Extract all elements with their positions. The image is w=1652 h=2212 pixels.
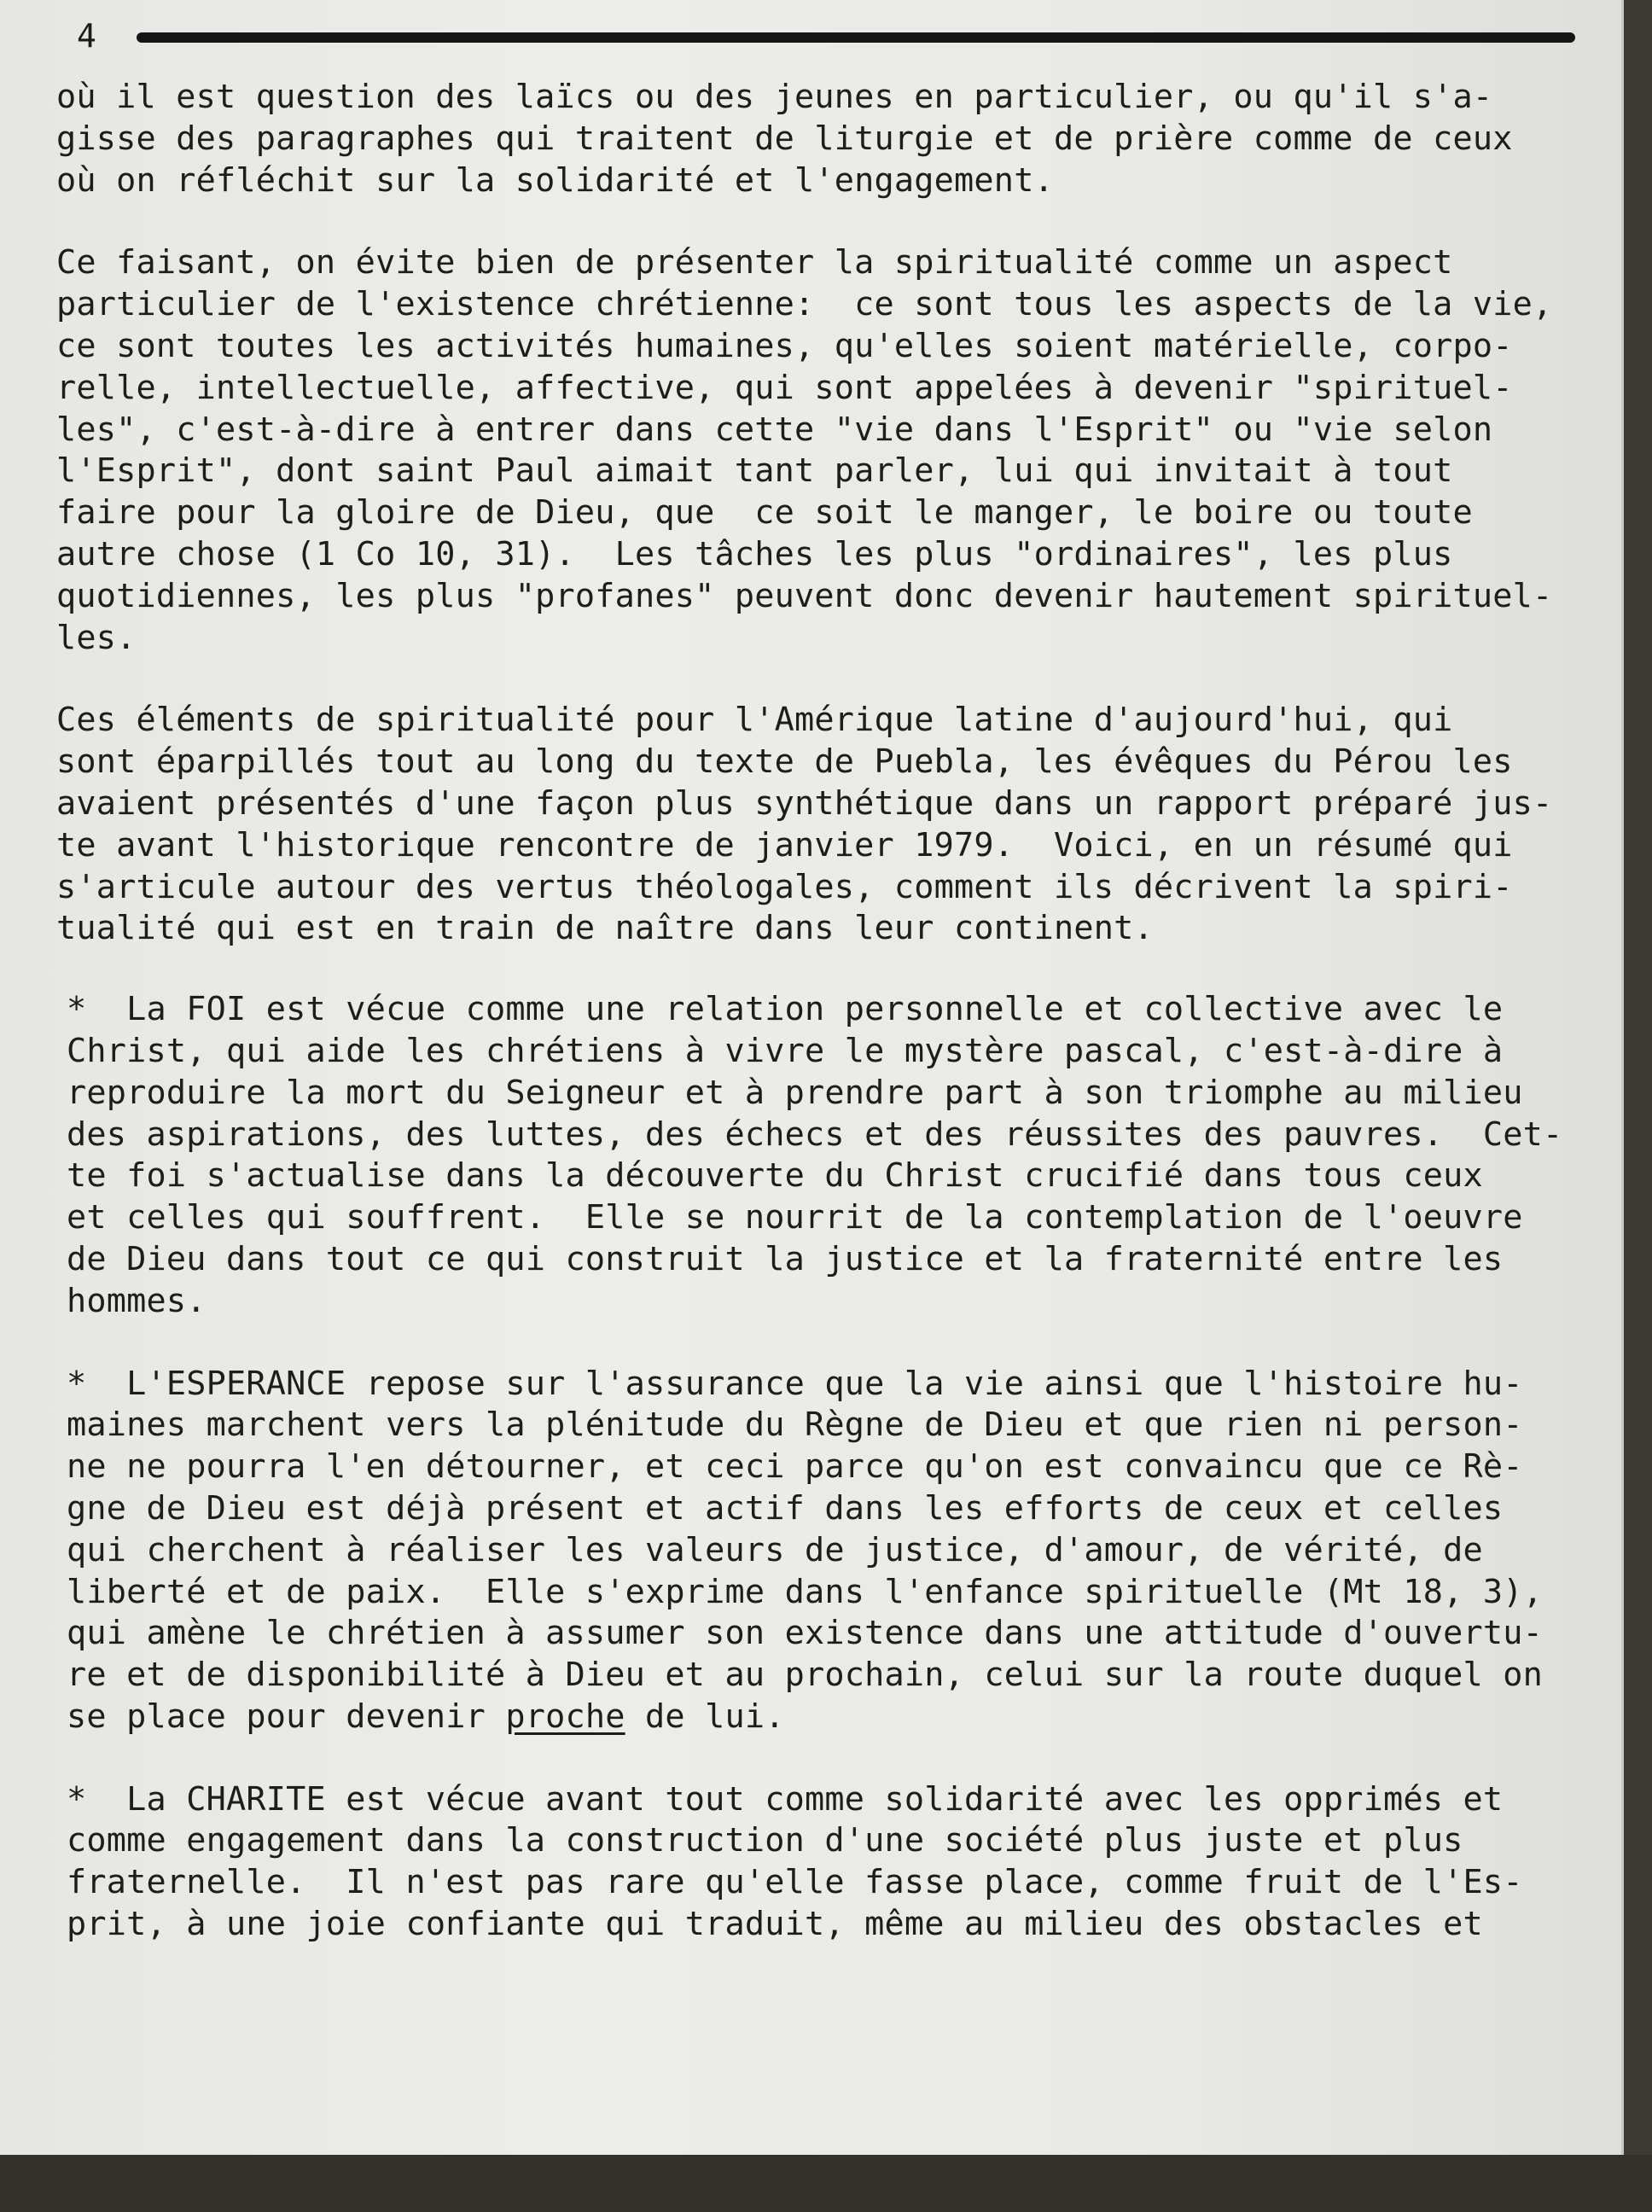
text-line: ne ne pourra l'en détourner, et ceci parce qu'on est convaincu que ce Rè- xyxy=(67,1447,1523,1487)
text-line: relle, intellectuelle, affective, qui sont appelées à devenir "spirituel- xyxy=(56,368,1513,407)
text-line: Ces éléments de spiritualité pour l'Amérique latine d'aujourd'hui, qui xyxy=(56,701,1453,740)
text-line: te avant l'historique rencontre de janvier 1979. Voici, en un résumé qui xyxy=(56,825,1513,864)
text-line: qui cherchent à réaliser les valeurs de justice, d'amour, de vérité, de xyxy=(67,1530,1483,1569)
paragraph-esperance xyxy=(56,1364,1618,1738)
paragraph-2 xyxy=(56,242,1618,659)
text-line: * La FOI est vécue comme une relation personnelle et collective avec le xyxy=(67,990,1504,1029)
text-line: maines marchent vers la plénitude du Règne de Dieu et que rien ni person- xyxy=(67,1406,1523,1445)
text-line: s'articule autour des vertus théologales, comment ils décrivent la spiri- xyxy=(56,867,1513,906)
text-line: autre chose (1 Co 10, 31). Les tâches les plus "ordinaires", les plus xyxy=(56,534,1453,573)
text-line: l'Esprit", dont saint Paul aimait tant parler, lui qui invitait à tout xyxy=(56,451,1453,491)
text-line: les", c'est-à-dire à entrer dans cette "vie dans l'Esprit" ou "vie selon xyxy=(56,410,1493,449)
text-line: de Dieu dans tout ce qui construit la justice et la fraternité entre les xyxy=(67,1239,1504,1278)
text-line: qui amène le chrétien à assumer son existence dans une attitude d'ouvertu- xyxy=(67,1614,1544,1653)
text-line: avaient présentés d'une façon plus synthétique dans un rapport préparé jus- xyxy=(56,783,1553,823)
paragraph-charite xyxy=(56,1779,1618,1946)
text-line: faire pour la gloire de Dieu, que ce soit le manger, le boire ou toute xyxy=(56,493,1473,533)
underlined-word: proche xyxy=(505,1697,625,1736)
text-fragment: de lui. xyxy=(625,1697,785,1736)
text-line: des aspirations, des luttes, des échecs et des réussites des pauvres. Cet- xyxy=(67,1115,1563,1154)
text-line: où il est question des laïcs ou des jeunes en particulier, ou qu'il s'a- xyxy=(56,78,1493,116)
text-line: les. xyxy=(56,618,137,657)
paragraph-3 xyxy=(56,700,1618,950)
text-line: re et de disponibilité à Dieu et au prochain, celui sur la route duquel on xyxy=(67,1656,1544,1695)
text-fragment: se place pour devenir xyxy=(67,1697,506,1736)
text-line: Ce faisant, on évite bien de présenter la spiritualité comme un aspect xyxy=(56,243,1453,282)
paragraph-1 xyxy=(56,77,1618,201)
text-line: et celles qui souffrent. Elle se nourrit de la contemplation de l'oeuvre xyxy=(67,1198,1523,1237)
text-line: * L'ESPERANCE repose sur l'assurance que la vie ainsi que l'histoire hu- xyxy=(67,1364,1523,1403)
paragraph-foi xyxy=(56,989,1618,1322)
text-line: comme engagement dans la construction d'une société plus juste et plus xyxy=(67,1821,1463,1860)
text-line: prit, à une joie confiante qui traduit, même au milieu des obstacles et xyxy=(67,1905,1483,1944)
text-line: hommes. xyxy=(67,1281,206,1320)
text-line: * La CHARITE est vécue avant tout comme solidarité avec les opprimés et xyxy=(67,1779,1504,1819)
text-line: te foi s'actualise dans la découverte du Christ crucifié dans tous ceux xyxy=(67,1156,1483,1196)
text-line: Christ, qui aide les chrétiens à vivre le mystère pascal, c'est-à-dire à xyxy=(67,1031,1504,1070)
desk-background xyxy=(0,2155,1652,2212)
header-rule xyxy=(137,32,1575,43)
text-line: particulier de l'existence chrétienne: ce sont tous les aspects de la vie, xyxy=(56,285,1553,324)
text-line: tualité qui est en train de naître dans leur continent. xyxy=(56,909,1154,948)
text-line: sont éparpillés tout au long du texte de Puebla, les évêques du Pérou les xyxy=(56,742,1513,782)
text-line: fraternelle. Il n'est pas rare qu'elle fasse place, comme fruit de l'Es- xyxy=(67,1863,1523,1902)
text-line: liberté et de paix. Elle s'exprime dans l'enfance spirituelle (Mt 18, 3), xyxy=(67,1572,1544,1611)
body-text xyxy=(56,77,1618,1987)
text-line: ce sont toutes les activités humaines, qu'elles soient matérielle, corpo- xyxy=(56,326,1513,365)
text-line: gne de Dieu est déjà présent et actif dans les efforts de ceux et celles xyxy=(67,1488,1504,1528)
text-line: où on réfléchit sur la solidarité et l'engagement. xyxy=(56,160,1054,200)
text-line: quotidiennes, les plus "profanes" peuvent donc devenir hautement spirituel- xyxy=(56,576,1553,615)
page-number: 4 xyxy=(77,17,96,55)
text-line-last xyxy=(67,1697,1618,1738)
text-line: gisse des paragraphes qui traitent de liturgie et de prière comme de ceux xyxy=(56,119,1513,158)
text-line: reproduire la mort du Seigneur et à prendre part à son triomphe au milieu xyxy=(67,1073,1523,1112)
